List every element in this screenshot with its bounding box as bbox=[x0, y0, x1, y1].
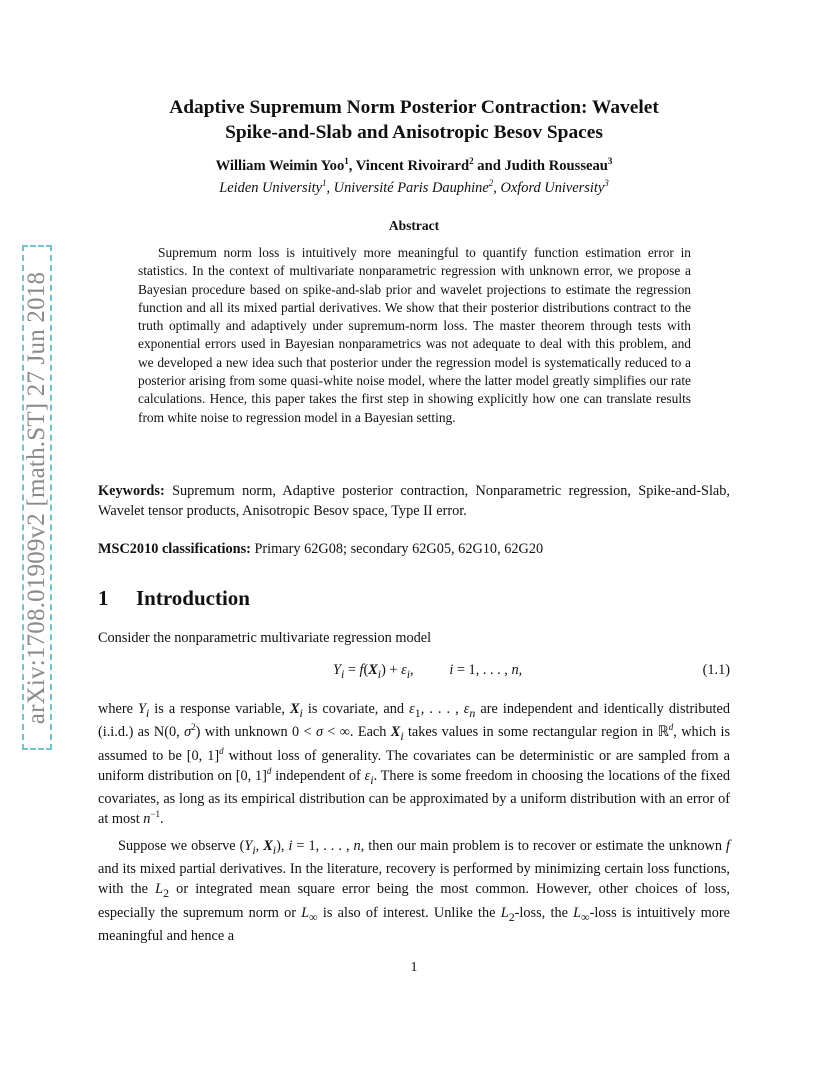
msc-text: Primary 62G08; secondary 62G05, 62G10, 62G20 bbox=[254, 541, 544, 557]
author-separator-1: , bbox=[348, 158, 356, 174]
equation-number: (1.1) bbox=[702, 662, 730, 678]
author-3-sup: 3 bbox=[607, 156, 613, 166]
author-1-sup: 1 bbox=[344, 156, 349, 166]
equation-body: $Y_i = f(X_i) + \varepsilon_i$, i = 1, . . . , n, bbox=[333, 662, 523, 681]
page-number: 1 bbox=[410, 960, 418, 975]
author-2-sup: 2 bbox=[469, 156, 474, 166]
keywords bbox=[98, 482, 730, 521]
abstract-heading: Abstract bbox=[388, 218, 440, 233]
equation-1-1 bbox=[98, 662, 730, 684]
author-separator-2: and bbox=[473, 158, 505, 174]
msc-classifications bbox=[98, 540, 730, 560]
arxiv-stamp-text: arXiv:1708.01909v2 [math.ST] 27 Jun 2018 bbox=[23, 271, 50, 724]
author-2: Vincent Rivoirard bbox=[355, 158, 470, 174]
arxiv-stamp bbox=[22, 245, 52, 750]
section-title: Introduction bbox=[136, 586, 250, 610]
author-list bbox=[98, 158, 730, 175]
affiliation-2-sup: 2 bbox=[488, 178, 494, 188]
affiliation-list: Leiden University$^1$, Université Paris Dauphine$^2$, Oxford University$^3$ bbox=[219, 178, 609, 196]
abstract-text: Supremum norm loss is intuitively more meaningful to quantify function estimation error in statistics. In the context of multivariate nonparametric regression with unknown error, we propose a Bayesian procedure based on spike-and-slab prior and wavelet projections to estimate the regression function and all its mixed partial derivatives. We show that their posterior distributions contract to the truth optimally and adaptively under supremum-norm loss. The master theorem through tests with exponential errors used in Bayesian nonparametrics was not adequate to deal with this problem, and we developed a new idea such that posterior under the regression model is systematically reduced to a posterior arising from some quasi-white noise model, where the latter model greatly simplifies our rate calculations. Hence, this paper takes the first step in showing explicitly how one can translate results from white noise to regression model in a Bayesian setting. bbox=[138, 245, 691, 425]
author-1: William Weimin Yoo bbox=[215, 158, 345, 174]
keywords-label: Keywords: bbox=[98, 483, 165, 499]
intro-paragraph-1: where $Y_i$ is a response variable, $X_i$ is covariate, and $\varepsilon_1$, . . . , $\varepsilon_n$ are independent and identically distributed (i.i.d.) as N(0, $\sigma^2$) with unknown 0 < σ < ∞. Each $X_i$ takes values in some rectangular region in ℝ$^d$, which is assumed to be [0, 1]$^d$ without loss of generality. The covariates can be deterministic or are sampled from a uniform distribution on [0, 1]$^d$ independent of $\varepsilon_i$. There is some freedom in choosing the locations of the fixed covariates, as long as its empirical distribution can be approximated by a uniform distribution with an error of at most $n^{-1}$. bbox=[98, 701, 731, 827]
intro-paragraph-2: Suppose we observe ($Y_i$, $X_i$), i = 1, . . . , n, then our main problem is to recover or estimate the unknown f and its mixed partial derivatives. In the literature, recovery is performed by minimizing certain loss functions, with the $L_2$ or integrated mean square error being the most common. However, other choices of loss, especially the supremum norm or $L_\infty$ is also of interest. Unlike the $L_2$-loss, the $L_\infty$-loss is intuitively more meaningful and hence a bbox=[98, 838, 730, 944]
keywords-text: Supremum norm, Adaptive posterior contraction, Nonparametric regression, Spike-and-Slab, Wavelet tensor products, Anisotropic Besov space, Type II error. bbox=[98, 483, 730, 519]
title-line-1: Adaptive Supremum Norm Posterior Contraction: Wavelet bbox=[169, 97, 659, 118]
section-heading bbox=[98, 586, 250, 611]
paper-title bbox=[98, 95, 730, 145]
affiliation-1: Leiden University bbox=[219, 180, 322, 196]
affiliation-3: Oxford University bbox=[500, 180, 605, 196]
affiliation-1-sup: 1 bbox=[321, 178, 327, 188]
msc-label: MSC2010 classifications: bbox=[98, 541, 251, 557]
affiliation-2: Université Paris Dauphine bbox=[333, 180, 489, 196]
section-number: 1 bbox=[98, 586, 109, 610]
title-line-2: Spike-and-Slab and Anisotropic Besov Spaces bbox=[225, 122, 603, 143]
author-3: Judith Rousseau bbox=[504, 158, 608, 174]
affiliation-3-sup: 3 bbox=[604, 178, 609, 188]
intro-lead: Consider the nonparametric multivariate regression model bbox=[98, 630, 432, 646]
